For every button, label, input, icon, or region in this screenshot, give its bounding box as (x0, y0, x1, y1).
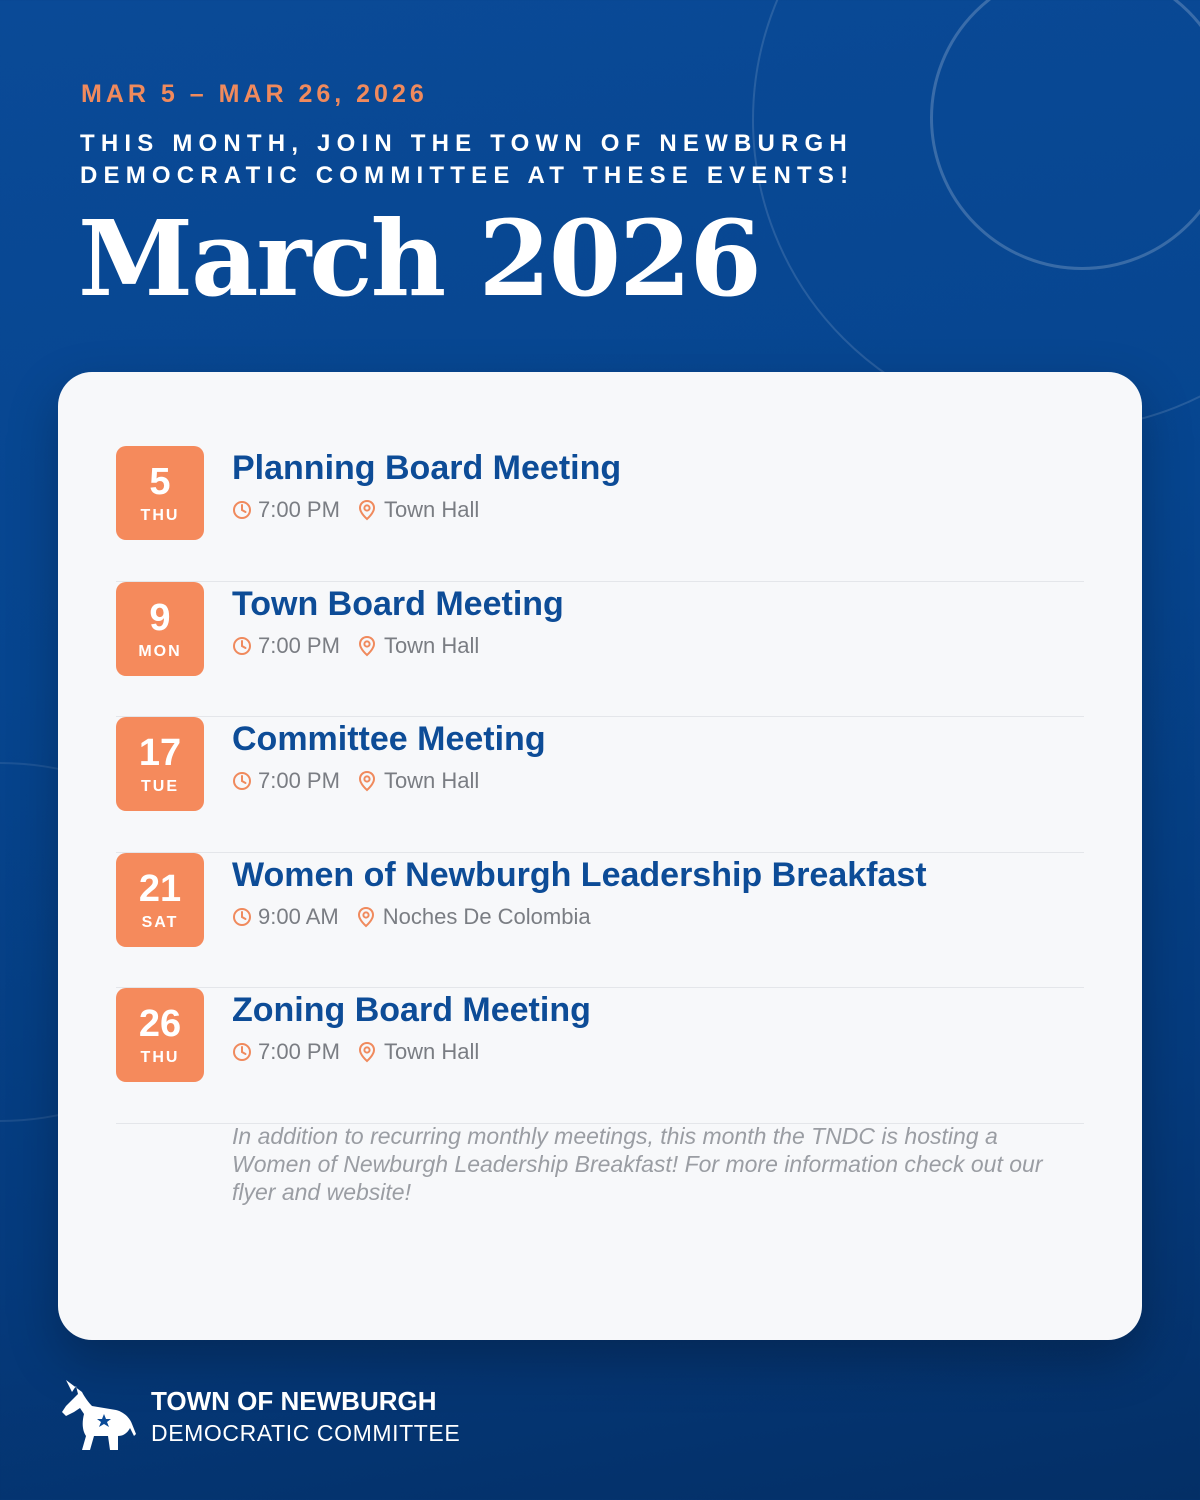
event-title: Zoning Board Meeting (232, 991, 591, 1029)
decorative-circle-small (930, 0, 1200, 270)
event-day: 26 (138, 1003, 182, 1045)
event-time: 7:00 PM (258, 1039, 340, 1064)
event-list (116, 446, 1084, 1124)
event-title: Planning Board Meeting (232, 449, 622, 487)
event-day: 5 (149, 461, 171, 503)
event-meta (232, 766, 479, 796)
location-pin-icon (358, 499, 376, 521)
event-location: Noches De Colombia (382, 903, 591, 929)
event-weekday: SAT (141, 913, 179, 931)
clock-icon (232, 1042, 252, 1062)
event-weekday: THU (140, 1049, 180, 1066)
event-time: 7:00 PM (258, 632, 340, 658)
org-name-line-2: DEMOCRATIC COMMITTEE (151, 1420, 461, 1446)
clock-icon (232, 636, 252, 656)
event-meta (232, 902, 591, 932)
event-location: Town Hall (383, 632, 480, 658)
event-row (116, 717, 1084, 853)
date-badge (116, 853, 204, 947)
event-title: Town Board Meeting (232, 584, 564, 623)
date-badge (116, 446, 204, 540)
event-location: Town Hall (383, 497, 480, 522)
event-day: 9 (149, 596, 171, 639)
event-row (116, 446, 1084, 582)
event-weekday: THU (140, 507, 180, 524)
event-time: 7:00 PM (258, 768, 340, 793)
event-location: Town Hall (383, 768, 480, 793)
event-day: 21 (138, 867, 182, 910)
event-meta (232, 495, 479, 525)
event-day: 17 (138, 732, 182, 774)
location-pin-icon (358, 770, 376, 792)
event-row (116, 988, 1084, 1124)
event-meta (232, 631, 479, 661)
event-title: Women of Newburgh Leadership Breakfast (232, 855, 927, 894)
intro-line-1: THIS MONTH, JOIN THE TOWN OF NEWBURGH (80, 130, 853, 157)
intro-line-2: DEMOCRATIC COMMITTEE AT THESE EVENTS! (80, 162, 855, 189)
location-pin-icon (358, 1041, 376, 1063)
location-pin-icon (358, 635, 376, 657)
date-badge (116, 717, 204, 811)
event-weekday: TUE (141, 778, 179, 795)
clock-icon (232, 907, 252, 927)
location-pin-icon (357, 906, 375, 928)
date-badge (116, 582, 204, 676)
event-location: Town Hall (383, 1039, 480, 1064)
events-card (58, 372, 1142, 1340)
date-range: MAR 5 – MAR 26, 2026 (81, 80, 428, 108)
clock-icon (232, 771, 252, 791)
intro-text (80, 128, 920, 192)
clock-icon (232, 500, 252, 520)
page-title: March 2026 (78, 197, 760, 320)
event-note: In addition to recurring monthly meetings, this month the TNDC is hosting a Women of Newburgh Leadership Breakfast! For more information check out our flyer and website! (232, 1123, 1043, 1205)
event-meta (232, 1037, 479, 1067)
date-badge (116, 988, 204, 1082)
decorative-circle-large (752, 0, 1200, 430)
event-row (116, 582, 1084, 718)
donkey-icon (60, 1378, 136, 1452)
event-weekday: MON (138, 642, 182, 660)
event-row (116, 853, 1084, 989)
org-name-line-1: TOWN OF NEWBURGH (151, 1386, 437, 1416)
event-time: 7:00 PM (258, 497, 340, 522)
event-time: 9:00 AM (258, 903, 339, 929)
event-title: Committee Meeting (232, 720, 546, 758)
